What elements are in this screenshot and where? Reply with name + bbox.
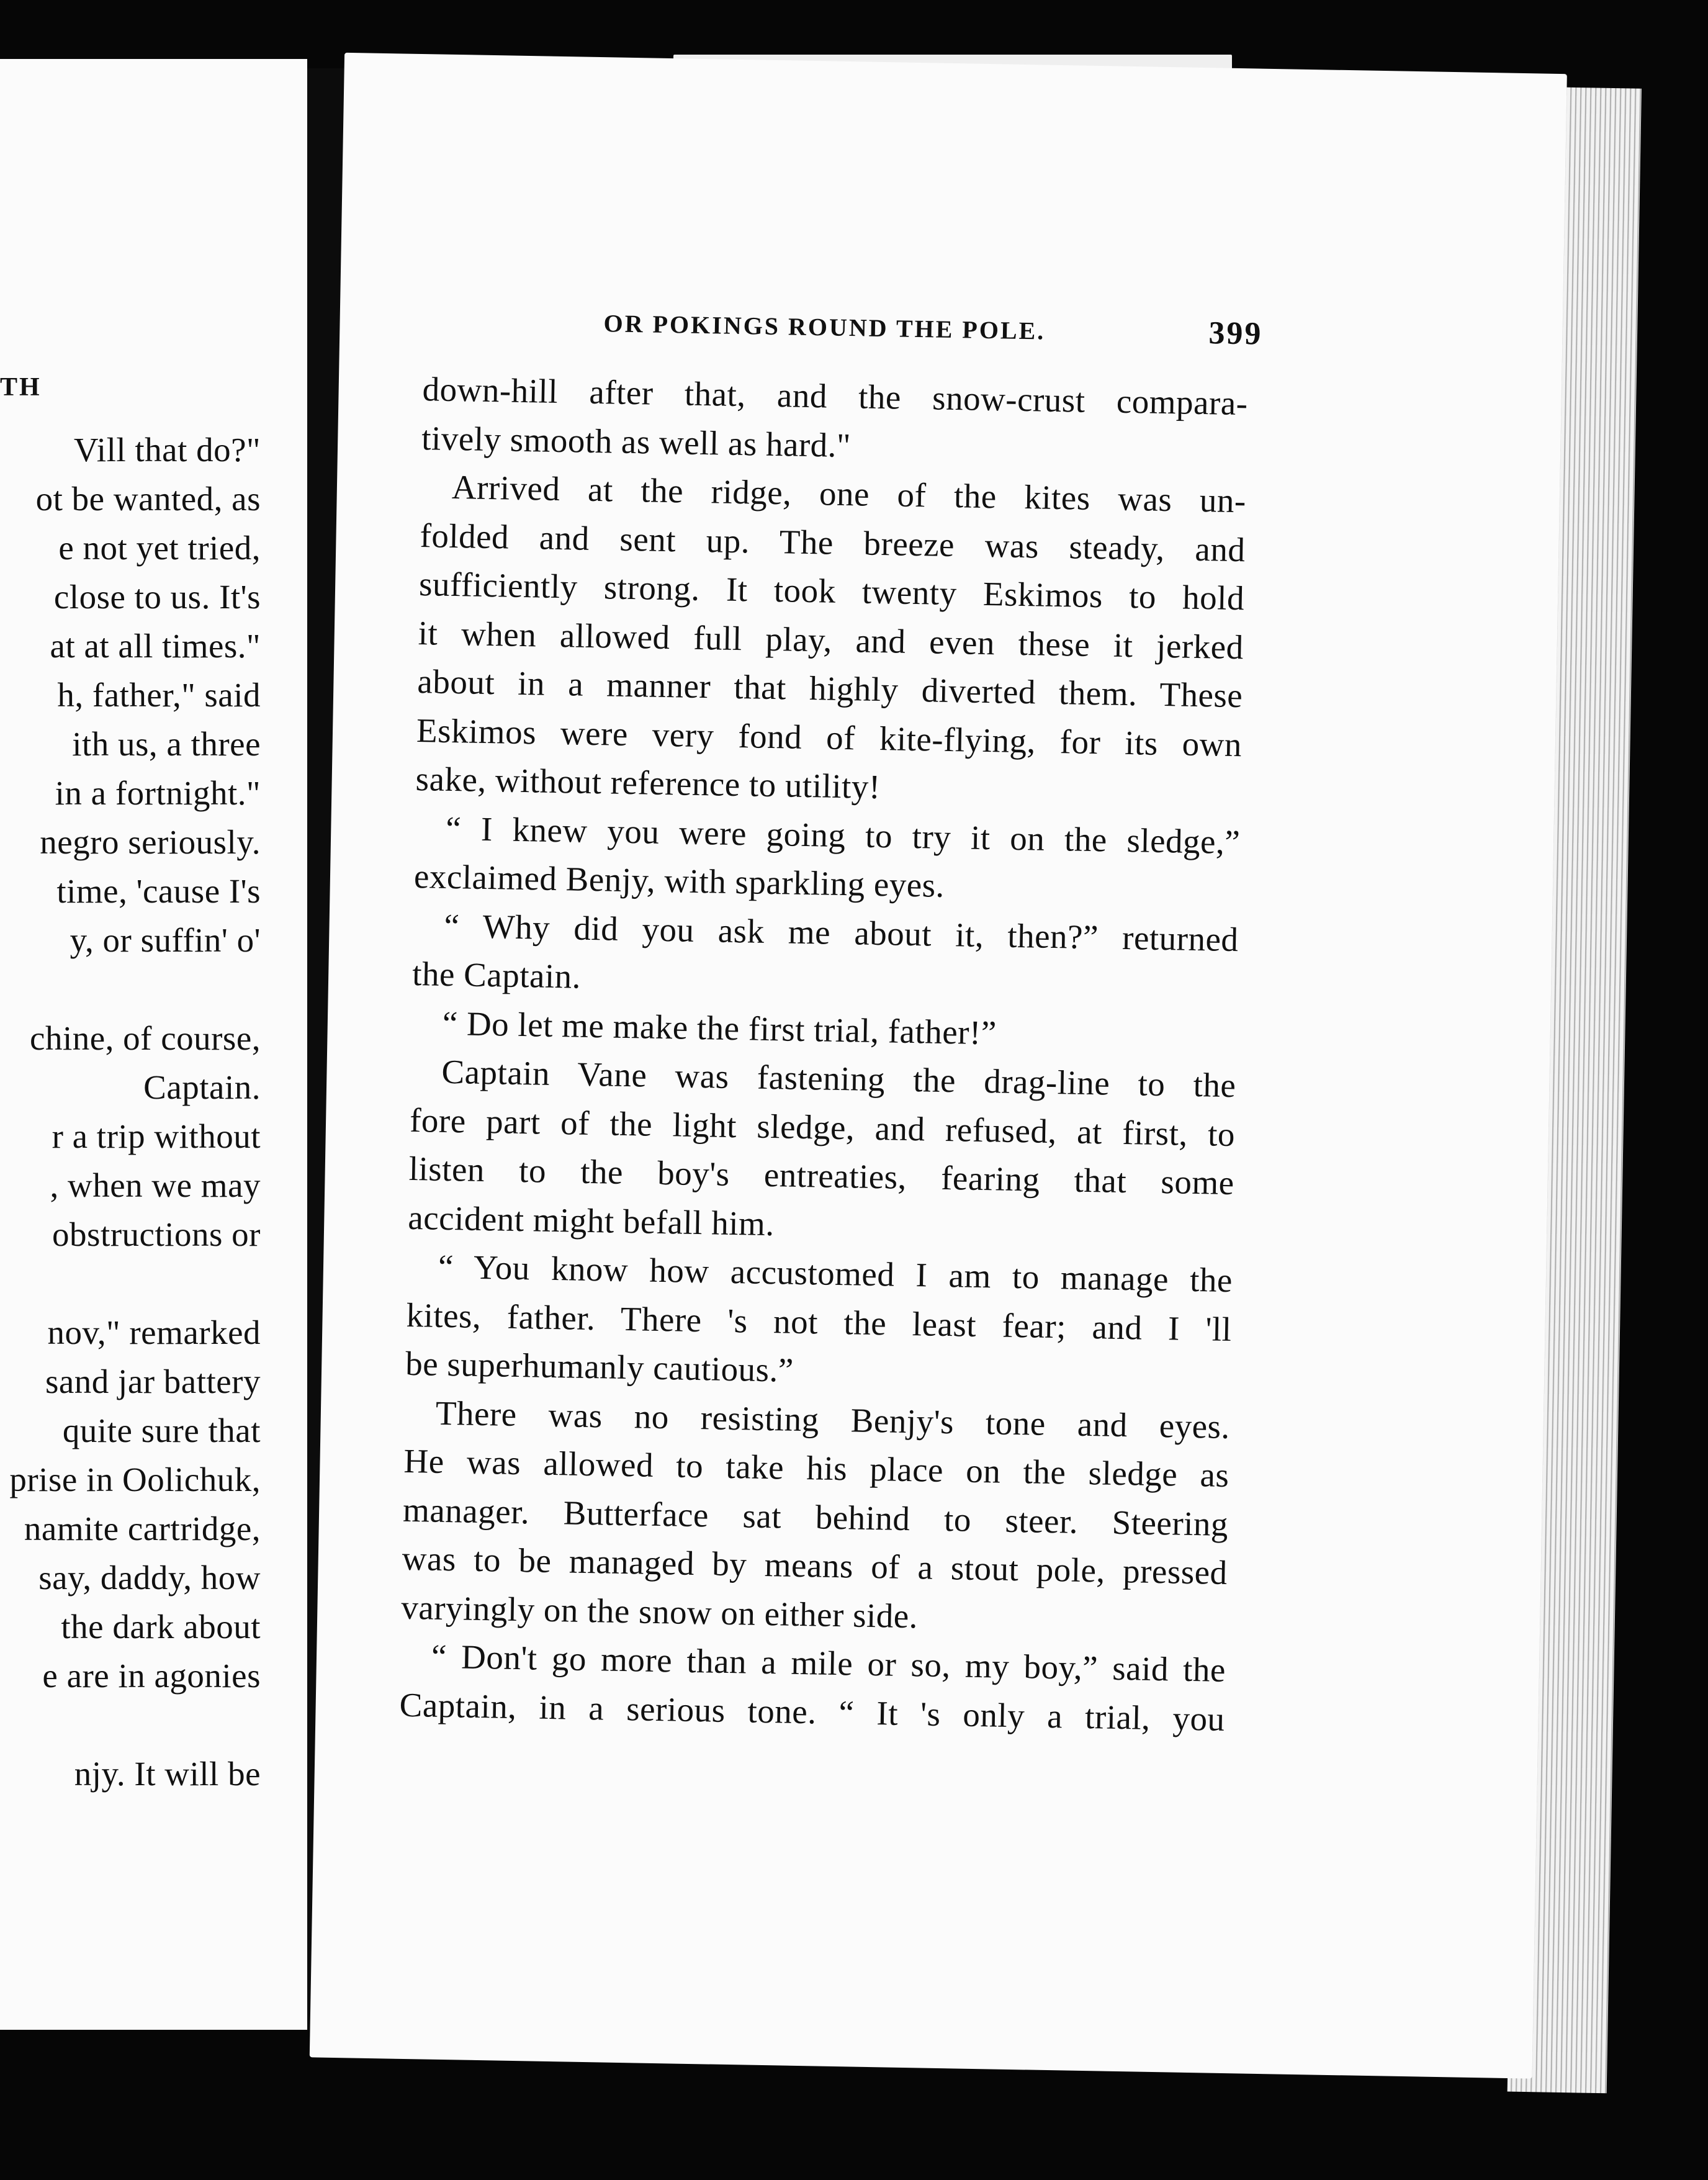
left-text-line: namite cartridge, — [24, 1510, 261, 1547]
left-text-line: obstructions or — [52, 1215, 261, 1253]
left-text-line: njy. It will be — [74, 1755, 261, 1793]
body-text-line: He was allowed to take his place on the sledge as — [403, 1441, 1229, 1495]
left-text-line: close to us. It's — [53, 578, 261, 616]
body-text-line: “ Don't go more than a mile or so, my boy,” said the — [431, 1637, 1226, 1689]
body-text-line: was to be managed by means of a stout pole, pressed — [402, 1539, 1228, 1592]
body-text-line: fore part of the light sledge, and refused, at first, to — [409, 1101, 1236, 1153]
left-text-line: say, daddy, how — [38, 1559, 261, 1597]
body-text-line: manager. Butterface sat behind to steer. Steering — [402, 1490, 1229, 1543]
left-text-line: time, 'cause I's — [56, 872, 261, 910]
left-text-line: sand jar battery — [45, 1362, 261, 1400]
body-text-line: “ You know how accustomed I am to manage the — [438, 1247, 1233, 1300]
left-text-line: ot be wanted, as — [35, 480, 261, 518]
left-text-line: at at all times." — [50, 627, 261, 665]
body-text-line: the Captain. — [411, 954, 582, 996]
right-page — [310, 53, 1567, 2079]
left-text-line: y, or suffin' o' — [70, 921, 261, 959]
body-text-line: sake, without reference to utility! — [415, 759, 881, 806]
left-text-line: e not yet tried, — [58, 529, 261, 567]
left-page — [0, 59, 307, 2030]
body-text-line: folded and sent up. The breeze was steady, and — [420, 516, 1246, 569]
running-head: OR POKINGS ROUND THE POLE. — [603, 309, 1046, 345]
body-text-line: “ I knew you were going to try it on the sledge,” — [445, 809, 1241, 861]
body-text-line: Captain Vane was fastening the drag-line to the — [441, 1052, 1236, 1105]
left-text-line: e are in agonies — [42, 1657, 261, 1695]
left-text-line: Vill that do?" — [73, 431, 261, 469]
body-text-line: down-hill after that, and the snow-crust compara- — [422, 370, 1249, 423]
left-text-line: prise in Oolichuk, — [9, 1461, 261, 1498]
body-text-line: Eskimos were very fond of kite-flying, for its own — [416, 711, 1243, 763]
page-number: 399 — [1208, 315, 1263, 352]
body-text-line: tively smooth as well as hard." — [421, 418, 852, 464]
body-text-line: Arrived at the ridge, one of the kites was un- — [451, 467, 1247, 520]
left-text-line: Captain. — [143, 1068, 261, 1106]
body-text-line: sufficiently strong. It took twenty Eskimos to hold — [418, 565, 1245, 618]
left-text-line: the dark about — [61, 1608, 261, 1646]
left-text-line: quite sure that — [62, 1412, 261, 1449]
body-text-line: “ Do let me make the first trial, father!” — [442, 1004, 997, 1052]
left-text-line: in a fortnight." — [55, 774, 261, 812]
body-text-line: listen to the boy's entreaties, fearing that some — [408, 1149, 1235, 1202]
body-text-line: exclaimed Benjy, with sparkling eyes. — [413, 857, 945, 904]
left-text-line: h, father," said — [57, 676, 261, 714]
body-text-line: There was no resisting Benjy's tone and eyes. — [435, 1394, 1231, 1446]
left-text-line: , when we may — [50, 1166, 261, 1204]
body-text-line: Captain, in a serious tone. “ It 's only a trial, you — [399, 1685, 1226, 1738]
body-text-line: about in a manner that highly diverted them. These — [416, 662, 1243, 715]
body-text-line: it when allowed full play, and even these it jerked — [418, 613, 1244, 666]
body-text-line: “ Why did you ask me about it, then?” returned — [444, 906, 1239, 958]
left-running-head: TH — [0, 373, 42, 402]
body-text-line: varyingly on the snow on either side. — [400, 1588, 919, 1635]
body-text-line: kites, father. There 's not the least fear; and I 'll — [406, 1295, 1233, 1348]
left-text-line: negro seriously. — [40, 823, 261, 861]
left-text-line: chine, of course, — [30, 1019, 261, 1057]
left-text-line: r a trip without — [52, 1117, 261, 1155]
left-text-line: nov," remarked — [47, 1313, 261, 1351]
left-text-line: ith us, a three — [72, 725, 261, 763]
body-text-line: accident might befall him. — [407, 1198, 775, 1243]
body-text-line: be superhumanly cautious.” — [405, 1344, 794, 1389]
